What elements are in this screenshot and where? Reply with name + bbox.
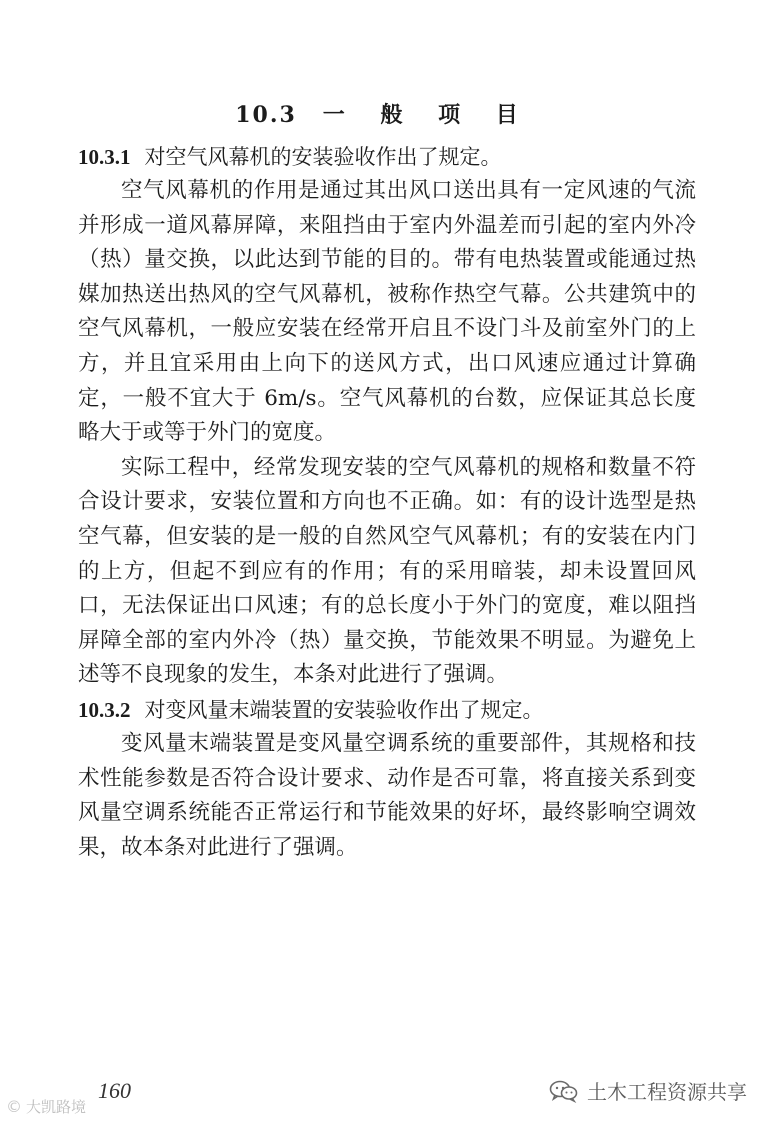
section-number: 10.3 — [235, 102, 297, 128]
clause-title: 对变风量末端装置的安装验收作出了规定。 — [144, 697, 544, 722]
section-heading — [0, 98, 767, 129]
watermark-left — [6, 1096, 86, 1117]
watermark-logo-icon: © — [6, 1097, 22, 1116]
paragraph: 空气风幕机的作用是通过其出风口送出具有一定风速的气流并形成一道风幕屏障，来阻挡由于室内外温差而引起的室内外冷（热）量交换，以此达到节能的目的。带有电热装置或能通过热媒加热送出热风的空气风幕机，被称作热空气幕。公共建筑中的空气风幕机，一般应安装在经常开启且不设门斗及前室外门的上方，并且宜采用由上向下的送风方式，出口风速应通过计算确定，一般不宜大于 6m/s。空气风幕机的台数，应保证其总长度略大于或等于外门的宽度。 — [78, 178, 696, 446]
clause-heading — [78, 140, 696, 174]
clause-number: 10.3.2 — [78, 697, 131, 722]
watermark-left-text: 大凯路境 — [26, 1098, 87, 1116]
section-title: 一 般 项 目 — [322, 102, 532, 128]
watermark-right — [549, 1076, 747, 1105]
watermark-right-text: 土木工程资源共享 — [587, 1080, 747, 1104]
clause-number: 10.3.1 — [78, 145, 131, 169]
document-body — [78, 140, 696, 865]
paragraph: 实际工程中，经常发现安装的空气风幕机的规格和数量不符合设计要求，安装位置和方向也不正确。如：有的设计选型是热空气幕，但安装的是一般的自然风空气风幕机；有的安装在内门的上方，但起不到应有的作用；有的采用暗装，却未设置回风口，无法保证出口风速；有的总长度小于外门的宽度，难以阻挡屏障全部的室内外冷（热）量交换，节能效果不明显。为避免上述等不良现象的发生，本条对此进行了强调。 — [78, 454, 696, 688]
paragraph: 变风量末端装置是变风量空调系统的重要部件，其规格和技术性能参数是否符合设计要求、动作是否可靠，将直接关系到变风量空调系统能否正常运行和节能效果的好坏，最终影响空调效果，故本条对此进行了强调。 — [78, 730, 696, 860]
clause-heading — [78, 693, 696, 727]
wechat-icon — [549, 1079, 579, 1103]
page-number: 160 — [98, 1078, 131, 1103]
clause-title: 对空气风幕机的安装验收作出了规定。 — [144, 145, 502, 169]
